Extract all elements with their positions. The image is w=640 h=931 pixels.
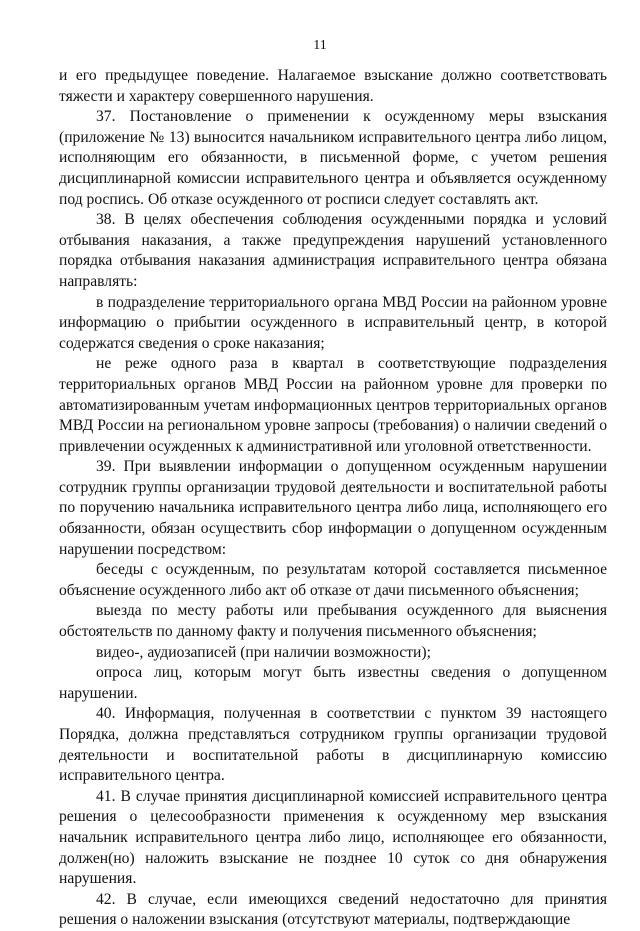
document-body [59, 66, 607, 931]
page-number: 11 [313, 38, 327, 53]
paragraph-37: 37. Постановление о применении к осужденному меры взыскания (приложение № 13) выносится начальником исправительного центра либо лицом, исполняющим его обязанности, в письменной форме, с учетом решения дисциплинарной комиссии исправительного центра и объявляется осужденному под роспись. Об отказе осужденного от росписи следует составлять акт. [59, 108, 607, 208]
paragraph-38: 38. В целях обеспечения соблюдения осужденными порядка и условий отбывания наказания, а также предупреждения нарушений установленного порядка отбывания наказания администрация исправительного центра обязана направлять: [59, 211, 607, 290]
paragraph-39-item-1: беседы с осужденным, по результатам которой составляется письменное объяснение осужденного либо акт об отказе от дачи письменного объяснения; [59, 561, 607, 599]
paragraph-38-item-1: в подразделение территориального органа МВД России на районном уровне информацию о прибытии осужденного в исправительный центр, в которой содержатся сведения о сроке наказания; [59, 293, 607, 352]
paragraph-38-item-2: не реже одного раза в квартал в соответствующие подразделения территориальных органов МВД России на районном уровне для проверки по автоматизированным учетам информационных центров территориальных органов МВД России на региональном уровне запросы (требования) о наличии сведений о привлечении осужденных к административной или уголовной ответственности. [59, 355, 607, 455]
paragraph-40: 40. Информация, полученная в соответствии с пунктом 39 настоящего Порядка, должна представляться сотрудником группы организации трудовой деятельности и воспитательной работы в дисциплинарную комиссию исправительного центра. [59, 705, 607, 785]
paragraph-continuation: и его предыдущее поведение. Налагаемое взыскание должно соответствовать тяжести и характеру совершенного нарушения. [59, 67, 607, 105]
paragraph-39-item-4: опроса лиц, которым могут быть известны сведения о допущенном нарушении. [59, 664, 607, 702]
paragraph-39: 39. При выявлении информации о допущенном осужденным нарушении сотрудник группы организации трудовой деятельности и воспитательной работы по поручению начальника исправительного центра либо лица, исполняющего его обязанности, обязан осуществить сбор информации о допущенном осужденным нарушении посредством: [59, 458, 607, 558]
paragraph-39-item-2: выезда по месту работы или пребывания осужденного для выяснения обстоятельств по данному факту и получения письменного объяснения; [59, 602, 607, 641]
paragraph-41: 41. В случае принятия дисциплинарной комиссией исправительного центра решения о целесообразности применения к осужденному мер взыскания начальник исправительного центра либо лицо, исполняющее его обязанности, должен(но) наложить взыскание не позднее 10 суток со дня обнаружения нарушения. [59, 787, 607, 888]
paragraph-42: 42. В случае, если имеющихся сведений недостаточно для принятия решения о наложении взыскания (отсутствуют материалы, подтверждающие [59, 890, 607, 929]
paragraph-39-item-3: видео-, аудиозаписей (при наличии возможности); [96, 643, 431, 661]
